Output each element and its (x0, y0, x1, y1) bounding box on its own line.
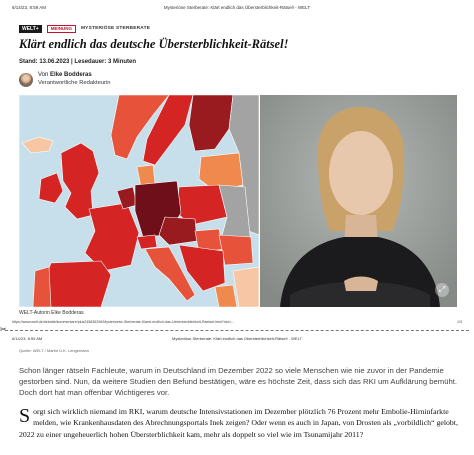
hero-image[interactable] (19, 95, 457, 307)
switzerland-shape (137, 235, 157, 249)
author-role: Verantwortliche Redakteurin (38, 80, 111, 86)
portrait-face (329, 131, 393, 215)
print-date: 6/14/23, 8:59 AM (12, 5, 47, 10)
welt-plus-badge: WELT+ (19, 25, 42, 33)
article-intro: Schon länger rätseln Fachleute, warum in Deutschland im Dezember 2022 so viele Menschen wie nie zuvor in der Pandemie gestorben sind. Nun, da weitere Studien den Befund bestätigen, wäre es höchste Zeit, dass sich das RKI um Aufklärung bemüht. Doch dort hat man offenbar Wichtigeres vor. (19, 366, 458, 397)
page2-doc-title: Mysteriöse Sterberate: Klärt endlich das Übersterblichkeit-Rätsel! - WELT (172, 336, 302, 341)
europe-map-graphic (19, 95, 259, 307)
greece-shape (215, 285, 237, 307)
print-header (12, 5, 462, 13)
author-portrait-photo (260, 95, 457, 307)
czech-austria-shape (159, 217, 197, 245)
portugal-shape (33, 267, 51, 307)
portrait-graphic (260, 95, 457, 307)
page-break-divider (5, 330, 469, 331)
expand-icon[interactable]: ⤢ (435, 283, 449, 297)
europe-map-image (19, 95, 259, 307)
article-body (19, 406, 464, 440)
page2-date: 6/14/23, 8:59 AM (12, 336, 43, 341)
france-shape (85, 203, 139, 271)
drop-cap: S (19, 405, 31, 427)
publish-info: Stand: 13.06.2023 | Lesedauer: 3 Minuten (19, 59, 137, 65)
author-prefix: Von (38, 72, 49, 78)
article-body-text: orgt sich wirklich niemand im RKI, warum deutsche Intensivstationen im Dezember plötzlich 76 Prozent mehr Embolie-Hirninfarkte melden, wie Krankenhausdaten des Abrechnungsportals Inek zeigen? Oder wenn es auch in Japan, von Drosten als „vorbildlich“ gelobt, 2022 zu einer ungeheuerlich hohen Übersterblichkeit kam, mehr als doppelt so viel wie im Tsunamijahr 2011? (19, 407, 458, 439)
author-byline[interactable] (38, 72, 92, 78)
article-meta-row (19, 24, 150, 33)
scissors-icon: ✂ (0, 325, 7, 334)
print-page-number: 1/3 (457, 320, 462, 324)
author-avatar[interactable] (19, 73, 33, 87)
article-kicker: MYSTERIÖSE STERBERATE (80, 26, 151, 31)
page2-header (12, 336, 462, 342)
romania-shape (219, 235, 253, 265)
image-caption: WELT-Autorin Elke Bodderas (19, 310, 84, 316)
opinion-badge: MEINUNG (47, 25, 76, 33)
author-name[interactable]: Elke Bodderas (50, 72, 92, 78)
image-source-credit: Quelle: WELT / Martin U.K. Lengemann (19, 348, 90, 353)
print-url: https://www.welt.de/debatte/kommentare/plus245836296/Mysterioese-Sterberate-Klaert-endlich-das-Uebersterblichkeit-Raetsel.html?icid=... (12, 320, 235, 324)
print-doc-title: Mysteriöse Sterberate: Klärt endlich das Übersterblichkeit-Rätsel! - WELT (163, 5, 311, 10)
portrait-hands (344, 277, 378, 292)
article-headline: Klärt endlich das deutsche Übersterblichkeit-Rätsel! (19, 37, 289, 51)
print-footer (12, 320, 462, 326)
spain-shape (43, 261, 111, 307)
